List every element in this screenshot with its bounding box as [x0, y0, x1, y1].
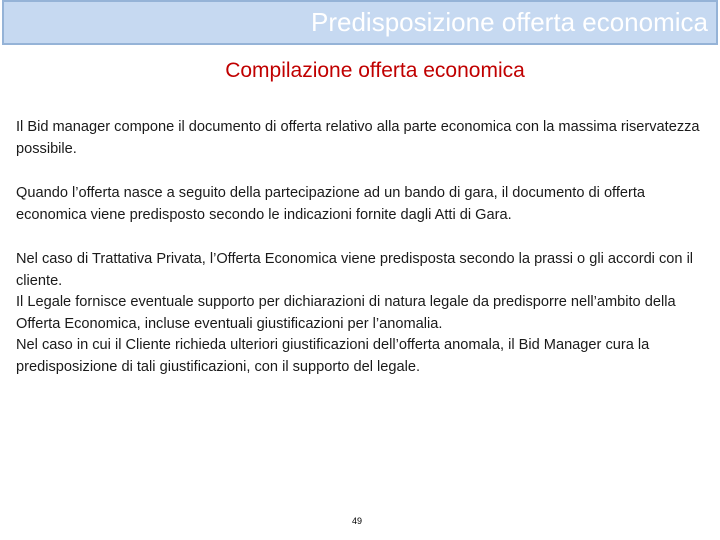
slide-subtitle: Compilazione offerta economica — [225, 59, 525, 82]
body-paragraph-5: Nel caso in cui il Cliente richieda ulteriori giustificazioni dell’offerta anomala, il Bid Manager cura la predisposizione di tali giustificazioni, con il supporto del legale. — [16, 337, 650, 375]
body-paragraph-1: Il Bid manager compone il documento di offerta relativo alla parte economica con la massima riservatezza possibile. — [16, 119, 700, 157]
slide-title: Predisposizione offerta economica — [311, 7, 708, 37]
slide-body — [16, 117, 704, 378]
page-number: 49 — [352, 516, 363, 526]
body-paragraph-2: Quando l’offerta nasce a seguito della partecipazione ad un bando di gara, il documento di offerta economica viene predisposto secondo le indicazioni fornite dagli Atti di Gara. — [16, 185, 646, 223]
header-bar — [2, 0, 718, 45]
body-paragraph-3: Nel caso di Trattativa Privata, l’Offerta Economica viene predisposta secondo la prassi o gli accordi con il cliente. — [16, 251, 694, 289]
body-paragraph-4: Il Legale fornisce eventuale supporto per dichiarazioni di natura legale da predisporre nell’ambito della Offerta Economica, incluse eventuali giustificazioni per l’anomalia. — [16, 294, 676, 332]
